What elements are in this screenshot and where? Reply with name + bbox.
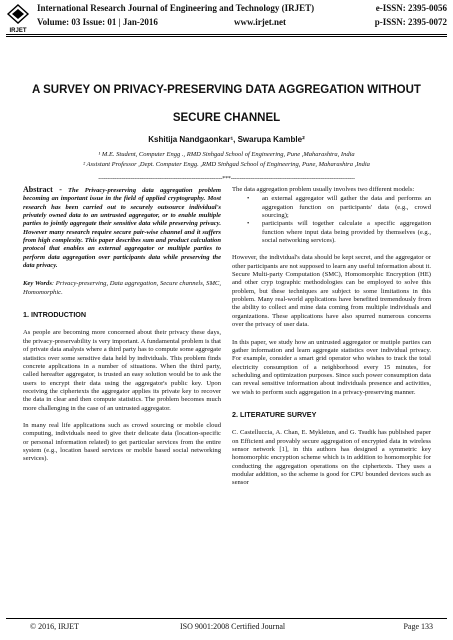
literature-paragraph: C. Castelluccia, A. Chan, E. Mykletun, and G. Tsudik has published paper on Efficient and provably secure aggregation of encrypted data in wireless sensor network [1], in this authors has designed a symmetric key homomorphic encryption scheme which is in addition to homomorphic for conducting the aggregation operations on the ciphertexts. They uses a modular addition, so the scheme is good for CPU bounded devices such as sensor [232,429,431,487]
affiliation-1: ¹ M.E. Student, Computer Engg ., RMD Sinhgad School of Engineering, Pune ,Maharashtra, India [98,151,355,158]
right-paragraph-1: However, the individual's data should be kept secret, and the aggregator or other participants are not supposed to learn any useful information about it. Secure Multi-party Computation (SMC), Homomorphic Encryption (HE) and other cryp tographic methodologies can be employed to solve this problem, but these techniques are subject to some limitations in this problem. Many real-world applications have benefited tremendously from the ability to collect and mine data coming from multiple individuals and organizations. These applications have also spurred numerous concerns over the privacy of user data. [232,254,431,329]
footer-copyright: © 2016, IRJET [30,622,79,631]
models-list [232,195,431,245]
footer-iso: ISO 9001:2008 Certified Journal [180,622,286,631]
paper-title-line1: A SURVEY ON PRIVACY-PRESERVING DATA AGGREGATION WITHOUT [32,84,421,96]
paper-title-line2: SECURE CHANNEL [172,112,281,124]
abstract-heading: Abstract - [23,185,62,194]
abstract [23,186,221,270]
intro-paragraph-1: As people are becoming more concerned about their privacy these days, the privacy-preservability is very important. A fundamental problem is that of private data analysis where a third party has to compute some aggregate statistics over some sensitive data held by individuals. This problem finds concrete applications in a number of situations. When the third party, called hereafter aggregator, is trusted an easy solution would be to ask the users to encrypt their data using the aggregator's public key. Upon receiving the ciphertexts the aggregator applies its private key to recover the data in clear and then compute statistics. The problem becomes much more challenging in the case of an untrusted aggregator. [23,329,221,412]
separator-line: ---------------------------------------------------------------------***--------------------------------------------------------------------- [98,176,355,182]
footer-page-number: Page 133 [403,622,433,631]
keywords-heading: Key Words [23,280,52,288]
irjet-logo [6,4,30,34]
right-column [232,186,431,488]
list-item-text: an external aggregator will gather the data and performs an aggregation function on participants' data (e.g., crowd sourcing); [262,195,431,220]
journal-website[interactable]: www.irjet.net [234,17,286,27]
list-item [247,195,431,220]
list-item-text: participants will together calculate a specific aggregation function where input data being provided by themselves (e.g., social networking services). [262,220,431,245]
list-item [247,220,431,245]
abstract-body: The Privacy-preserving data aggregation problem becoming an important issue in the field of applied cryptography. Most research has been carried out to securely outsource individual's privately owned data to an untrusted aggregator, or to enable multiple parties to jointly aggregate their sensitive data while preserving privacy. However many research require secure pair-wise channel and it suffers from high complexity. This paper describes sum and product calculation protocol that enables an external aggregator or multiple parties to perform data aggregation over participants data while preserving the data privacy. [23,187,222,270]
volume-issue: Volume: 03 Issue: 01 | Jan-2016 [37,17,158,27]
bullet-icon: • [247,195,250,203]
authors: Kshitija Nandgaonkar¹, Swarupa Kamble² [148,135,305,144]
logo-text: IRJET [9,28,27,34]
models-intro: The data aggregation problem usually involves two different models: [232,186,415,193]
journal-name: International Research Journal of Engineering and Technology (IRJET) [37,3,315,13]
section-heading-introduction: 1. INTRODUCTION [23,310,87,320]
intro-paragraph-2: In many real life applications such as crowd sourcing or mobile cloud computing, individuals need to give their delicate data (location-specific or personal information related) to get particular services from the entire system (e.g., location based services or mobile based social networking services). [23,421,221,463]
pissn: p-ISSN: 2395-0072 [374,17,447,27]
right-paragraph-2: In this paper, we study how an untrusted aggregator or mutiple parties can gather information and learn aggregate statistics over individual privacy. For example, consider a smart grid operator who wishes to track the total electricity consumption of a neighborhood every 15 minutes, for scheduling and optimization purposes. Since such power consumption data can reveal sensitive information about individuals presence and activities, we wish to perform such aggregation in a privacy-preserving manner. [232,338,431,396]
keywords-body: : Privacy-preserving, Data aggregation, Secure channels, SMC, Homomorphic. [23,280,221,296]
left-column [23,186,221,464]
header-rule [6,34,447,37]
keywords [23,280,221,297]
affiliation-2: ² Assistant Professor ,Dept. Computer Engg. ,RMD Sinhgad School of Engineering, Pune, Maharashtra ,India [83,161,370,168]
footer-rule [6,618,447,619]
section-heading-literature-survey: 2. LITERATURE SURVEY [232,409,317,419]
bullet-icon: • [247,220,250,228]
eissn: e-ISSN: 2395-0056 [375,3,447,13]
